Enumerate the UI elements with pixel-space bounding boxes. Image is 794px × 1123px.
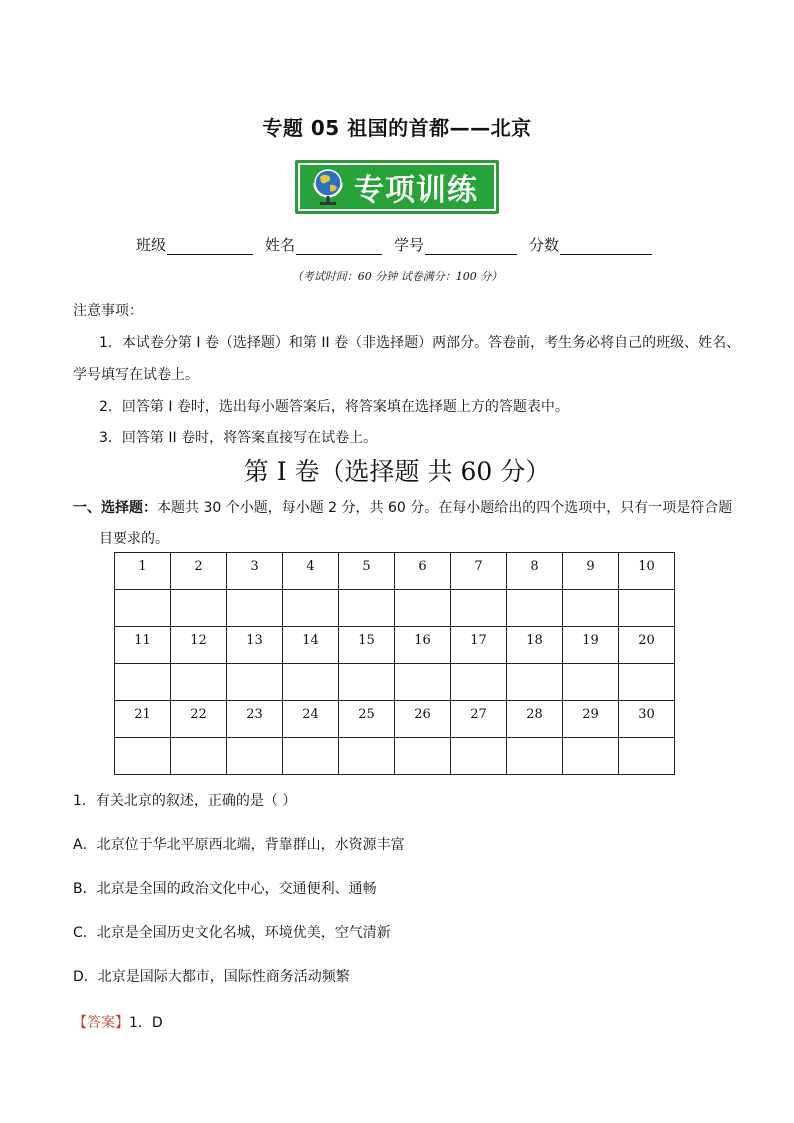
answer-cell[interactable]: [507, 738, 563, 775]
question-number-cell: 15: [339, 627, 395, 664]
question-number-cell: 18: [507, 627, 563, 664]
question-number-cell: 6: [395, 553, 451, 590]
name-field[interactable]: [265, 234, 382, 255]
answer-cell[interactable]: [339, 664, 395, 701]
answer-cell[interactable]: [395, 590, 451, 627]
score-blank[interactable]: [560, 236, 652, 255]
class-field[interactable]: [136, 234, 253, 255]
student-id-field[interactable]: [394, 234, 517, 255]
question-number-cell: 13: [227, 627, 283, 664]
answer-cell[interactable]: [171, 738, 227, 775]
question-number-cell: 16: [395, 627, 451, 664]
question-intro: [73, 497, 732, 517]
question-number-cell: 11: [115, 627, 171, 664]
section-title: 第 I 卷（选择题 共 60 分）: [243, 457, 551, 486]
globe-icon: [310, 167, 346, 207]
answer-text: 1．D: [129, 1015, 163, 1031]
student-id-label: 学号: [394, 236, 425, 254]
answer-cell[interactable]: [227, 664, 283, 701]
student-info-line: [136, 234, 664, 255]
question-number-cell: 26: [395, 701, 451, 738]
answer-cell[interactable]: [451, 664, 507, 701]
question-number-cell: 9: [563, 553, 619, 590]
question-intro-prefix: 一、选择题：: [73, 500, 157, 516]
question-intro-line2: 目要求的。: [99, 531, 169, 547]
question-intro-text: 本题共 30 个小题，每小题 2 分，共 60 分。在每小题给出的四个选项中，只有一项是符合题: [157, 500, 733, 516]
answer-cell[interactable]: [619, 590, 675, 627]
name-label: 姓名: [265, 236, 296, 254]
answer-cell[interactable]: [563, 590, 619, 627]
answer-cell[interactable]: [507, 590, 563, 627]
answer-cell[interactable]: [563, 738, 619, 775]
option-b[interactable]: B．北京是全国的政治文化中心，交通便利、通畅: [73, 881, 377, 897]
question-number-cell: 21: [115, 701, 171, 738]
question-number-cell: 29: [563, 701, 619, 738]
answer-cell[interactable]: [619, 664, 675, 701]
notice-item: 学号填写在试卷上。: [73, 367, 199, 383]
special-training-banner: [295, 160, 499, 214]
question-number-cell: 17: [451, 627, 507, 664]
question-number-cell: 20: [619, 627, 675, 664]
answer-cell[interactable]: [451, 738, 507, 775]
answer-cell[interactable]: [619, 738, 675, 775]
answer-grid-row: [115, 590, 675, 627]
answer-cell[interactable]: [283, 738, 339, 775]
question-stem: 1．有关北京的叙述，正确的是（ ）: [73, 793, 297, 809]
answer-cell[interactable]: [227, 738, 283, 775]
question-number-cell: 24: [283, 701, 339, 738]
question-number-cell: 7: [451, 553, 507, 590]
answer-cell[interactable]: [339, 590, 395, 627]
answer-cell[interactable]: [283, 590, 339, 627]
student-id-blank[interactable]: [425, 236, 517, 255]
page-title: 专题 05 祖国的首都——北京: [262, 116, 532, 140]
question-number-cell: 10: [619, 553, 675, 590]
question-number-cell: 12: [171, 627, 227, 664]
question-number-cell: 19: [563, 627, 619, 664]
answer-cell[interactable]: [507, 664, 563, 701]
answer-cell[interactable]: [395, 664, 451, 701]
notice-heading: 注意事项：: [73, 303, 143, 319]
class-label: 班级: [136, 236, 167, 254]
answer-grid-row: [115, 701, 675, 738]
answer-grid: [114, 552, 675, 775]
answer-cell[interactable]: [395, 738, 451, 775]
answer-cell[interactable]: [171, 664, 227, 701]
question-number-cell: 3: [227, 553, 283, 590]
answer-line: [73, 1012, 163, 1032]
answer-cell[interactable]: [115, 590, 171, 627]
answer-cell[interactable]: [283, 664, 339, 701]
answer-cell[interactable]: [451, 590, 507, 627]
notice-item: 2．回答第 I 卷时，选出每小题答案后，将答案填在选择题上方的答题表中。: [99, 399, 569, 415]
question-number-cell: 30: [619, 701, 675, 738]
question-number-cell: 2: [171, 553, 227, 590]
question-number-cell: 27: [451, 701, 507, 738]
answer-cell[interactable]: [115, 738, 171, 775]
name-blank[interactable]: [296, 236, 382, 255]
question-number-cell: 25: [339, 701, 395, 738]
answer-grid-row: [115, 553, 675, 590]
question-number-cell: 23: [227, 701, 283, 738]
question-number-cell: 8: [507, 553, 563, 590]
question-number-cell: 14: [283, 627, 339, 664]
answer-grid-row: [115, 738, 675, 775]
answer-cell[interactable]: [115, 664, 171, 701]
question-number-cell: 1: [115, 553, 171, 590]
option-c[interactable]: C．北京是全国历史文化名城，环境优美，空气清新: [73, 925, 391, 941]
notice-item: 3．回答第 II 卷时，将答案直接写在试卷上。: [99, 430, 378, 446]
answer-grid-row: [115, 664, 675, 701]
score-label: 分数: [529, 236, 560, 254]
answer-cell[interactable]: [227, 590, 283, 627]
option-a[interactable]: A．北京位于华北平原西北端，背靠群山，水资源丰富: [73, 837, 405, 853]
class-blank[interactable]: [167, 236, 253, 255]
question-number-cell: 5: [339, 553, 395, 590]
score-field[interactable]: [529, 234, 652, 255]
answer-label: 【答案】: [73, 1015, 129, 1031]
banner-text: 专项训练: [354, 173, 478, 208]
exam-info: （考试时间：60 分钟 试卷满分：100 分）: [291, 270, 503, 283]
notice-item: 1．本试卷分第 I 卷（选择题）和第 II 卷（非选择题）两部分。答卷前，考生务必将自己的班级、姓名、: [99, 335, 741, 351]
question-number-cell: 22: [171, 701, 227, 738]
answer-cell[interactable]: [563, 664, 619, 701]
option-d[interactable]: D．北京是国际大都市，国际性商务活动频繁: [73, 969, 350, 985]
answer-cell[interactable]: [171, 590, 227, 627]
question-number-cell: 28: [507, 701, 563, 738]
answer-cell[interactable]: [339, 738, 395, 775]
answer-grid-row: [115, 627, 675, 664]
question-number-cell: 4: [283, 553, 339, 590]
